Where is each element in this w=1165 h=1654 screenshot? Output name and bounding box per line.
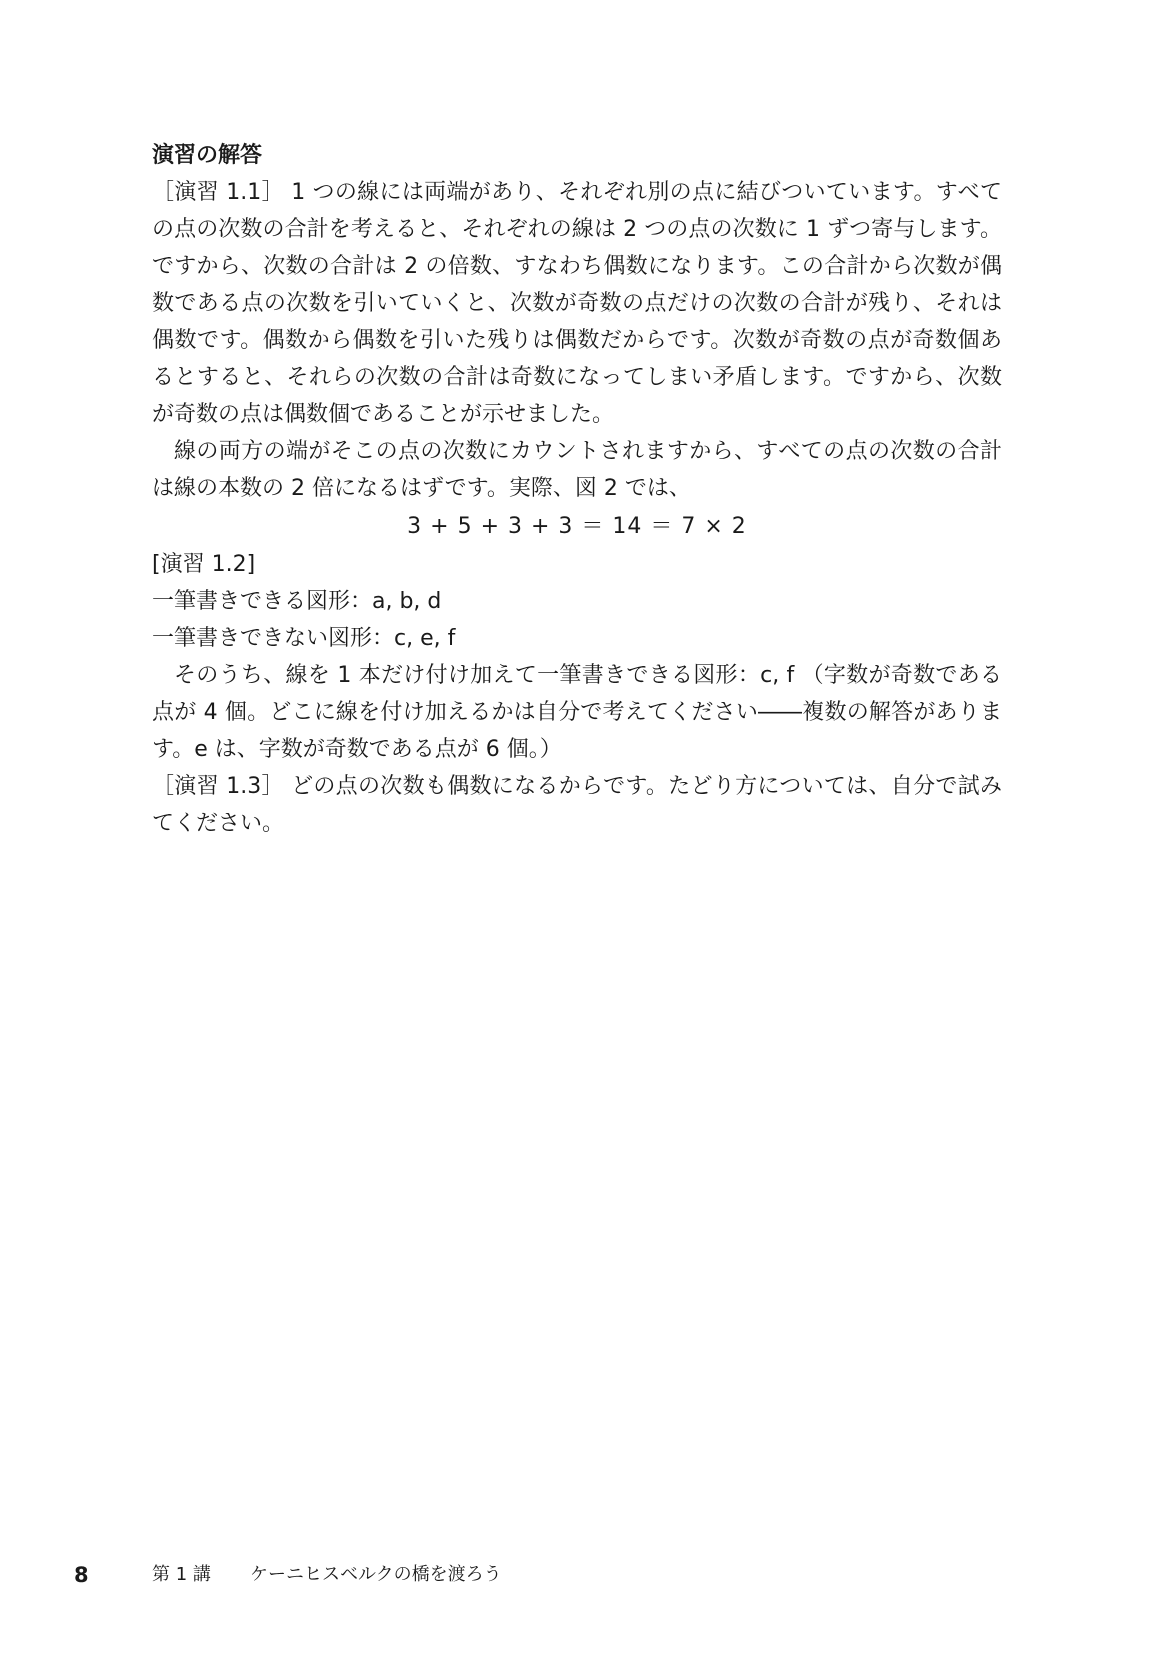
main-content	[152, 137, 1002, 842]
drawable-figures-line: 一筆書きできる図形：a, b, d	[152, 589, 442, 614]
section-heading: 演習の解答	[152, 143, 263, 168]
exercise-1-1-followup: 線の両方の端がそこの点の次数にカウントされますから、すべての点の次数の合計は線の本数の 2 倍になるはずです。実際、図 2 では、	[152, 439, 1002, 501]
page-number: 8	[74, 1563, 89, 1587]
non-drawable-figures-line: 一筆書きできない図形：c, e, f	[152, 626, 456, 651]
chapter-label: 第 1 講	[152, 1564, 211, 1585]
exercise-1-1-answer: ［演習 1.1］ 1 つの線には両端があり、それぞれ別の点に結びついています。すべての点の次数の合計を考えると、それぞれの線は 2 つの点の次数に 1 ずつ寄与します。ですから、次数の合計は 2 の倍数、すなわち偶数になります。この合計から次数が偶数である点の次数を引いていくと、次数が奇数の点だけの次数の合計が残り、それは偶数です。偶数から偶数を引いた残りは偶数だからです。次数が奇数の点が奇数個あるとすると、それらの次数の合計は奇数になってしまい矛盾します。ですから、次数が奇数の点は偶数個であることが示せました。	[152, 180, 1002, 427]
exercise-1-2-label: [演習 1.2]	[152, 552, 256, 577]
exercise-1-3-answer: ［演習 1.3］ どの点の次数も偶数になるからです。たどり方については、自分で試みてください。	[152, 774, 1002, 836]
degree-sum-equation: 3 + 5 + 3 + 3 ＝ 14 ＝ 7 × 2	[407, 514, 747, 539]
chapter-title: ケーニヒスベルクの橋を渡ろう	[250, 1564, 502, 1585]
exercise-1-2-answer: そのうち、線を 1 本だけ付け加えて一筆書きできる図形：c, f （字数が奇数である点が 4 個。どこに線を付け加えるかは自分で考えてください――複数の解答があります。e は、字数が奇数である点が 6 個。）	[152, 663, 1002, 762]
